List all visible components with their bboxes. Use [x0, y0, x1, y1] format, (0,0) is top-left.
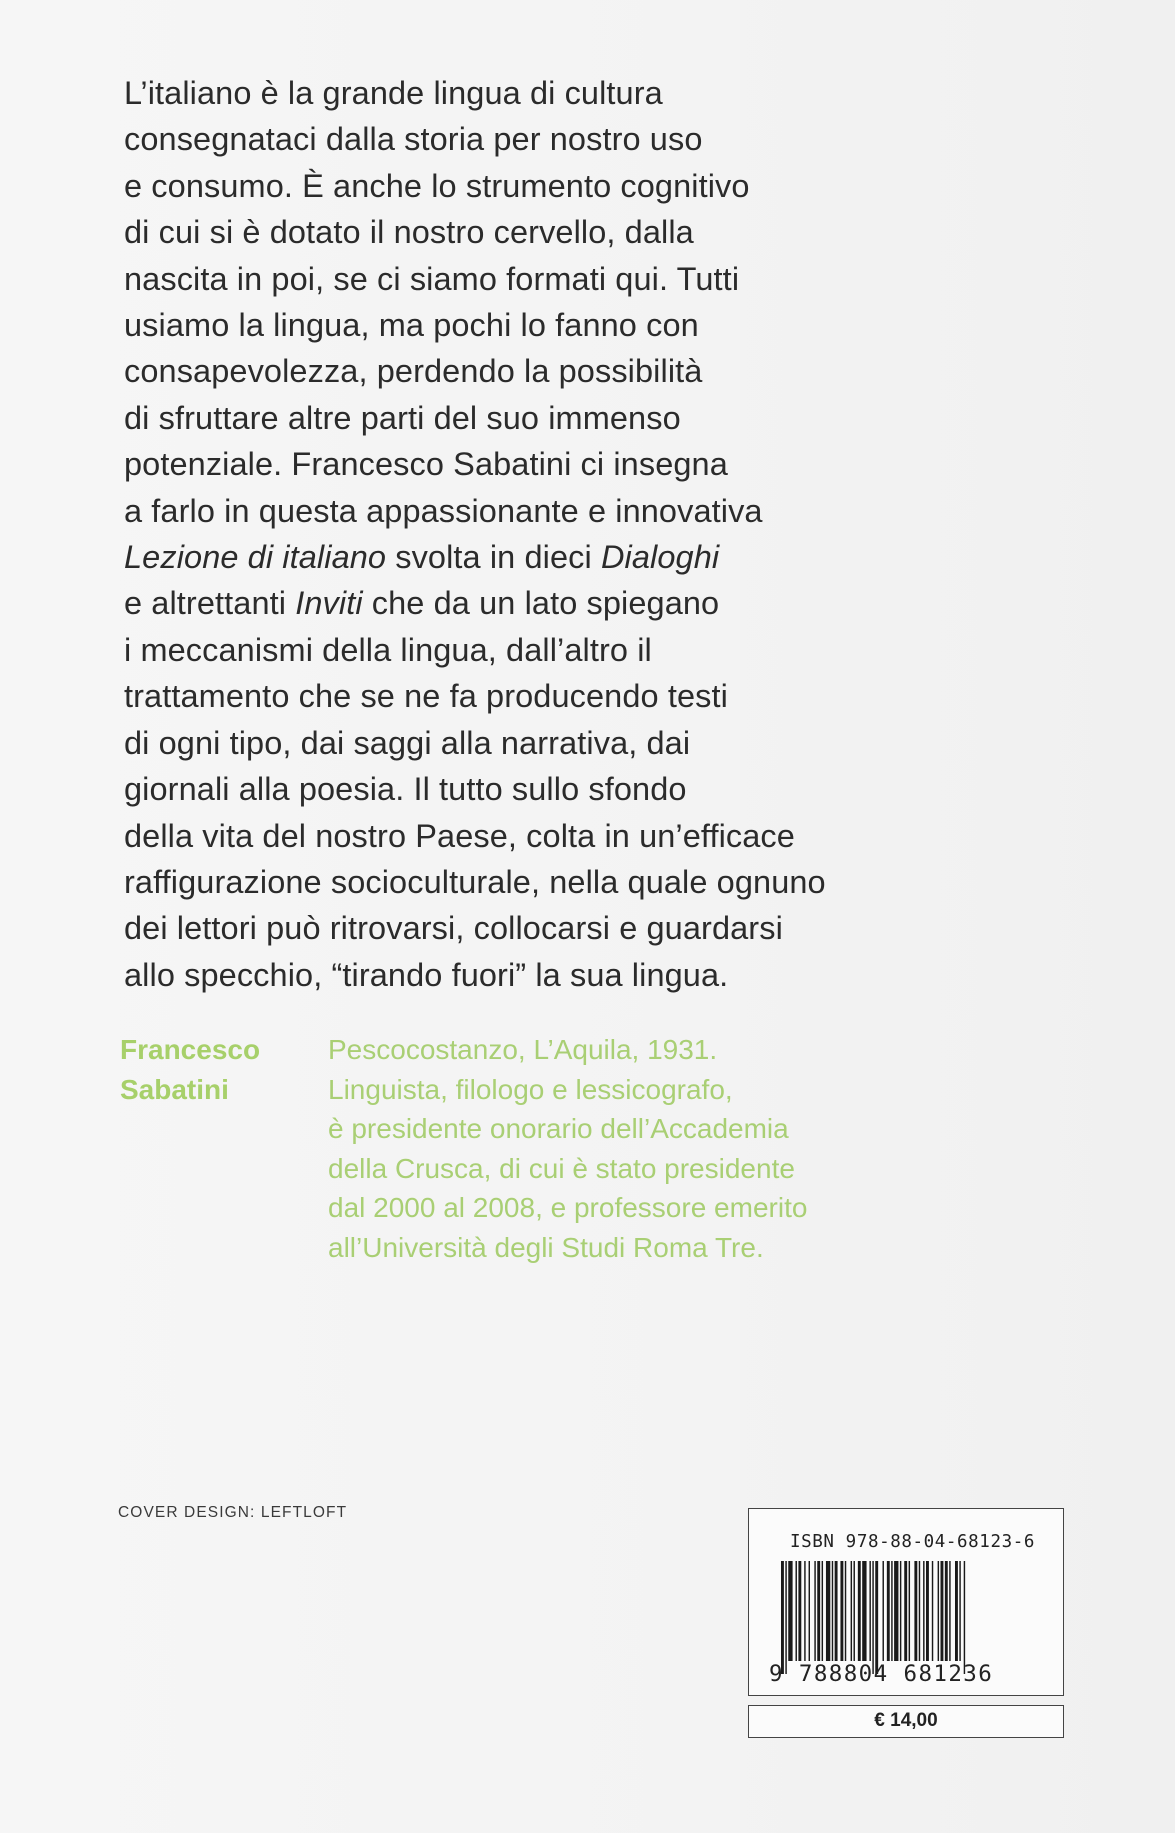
blurb-line: consapevolezza, perdendo la possibilità [124, 353, 703, 390]
author-bio-line: è presidente onorario dell’Accademia [328, 1113, 789, 1144]
blurb-line: nascita in poi, se ci siamo formati qui. Tutti [124, 260, 740, 297]
blurb-line: di sfruttare altre parti del suo immenso [124, 399, 681, 436]
blurb-text: e altrettanti [124, 585, 296, 622]
blurb-line: e consumo. È anche lo strumento cognitivo [124, 167, 750, 204]
barcode-digits: 9 788804 681236 [769, 1661, 994, 1687]
blurb-line: raffigurazione socioculturale, nella quale ognuno [124, 863, 826, 900]
author-bio-line: Pescocostanzo, L’Aquila, 1931. [328, 1034, 718, 1065]
barcode-graphic [781, 1561, 1033, 1674]
blurb-line [124, 580, 924, 626]
isbn-number: ISBN 978-88-04-68123-6 [790, 1532, 1035, 1552]
book-blurb [124, 70, 924, 998]
blurb-line: potenziale. Francesco Sabatini ci insegna [124, 446, 728, 483]
author-bio-line: dal 2000 al 2008, e professore emerito [328, 1192, 808, 1223]
blurb-line: di cui si è dotato il nostro cervello, dalla [124, 214, 694, 251]
author-bio-line: Linguista, filologo e lessicografo, [328, 1073, 733, 1105]
cover-design-credit: COVER DESIGN: LEFTLOFT [118, 1504, 348, 1521]
author-name [120, 1030, 320, 1109]
author-name-line: Francesco [120, 1034, 261, 1065]
blurb-line: trattamento che se ne fa producendo testi [124, 678, 728, 715]
blurb-text: svolta in dieci [386, 539, 601, 576]
blurb-line: allo specchio, “tirando fuori” la sua lingua. [124, 956, 729, 993]
blurb-line: della vita del nostro Paese, colta in un’efficace [124, 817, 795, 854]
blurb-line: di ogni tipo, dai saggi alla narrativa, dai [124, 724, 691, 761]
blurb-text: che da un lato spiegano [362, 585, 720, 622]
italic-title: Dialoghi [600, 539, 720, 576]
isbn-barcode-box [748, 1508, 1064, 1696]
blurb-line: giornali alla poesia. Il tutto sullo sfondo [124, 771, 687, 808]
price-label: € 14,00 [748, 1705, 1064, 1738]
author-bio-line: della Crusca, di cui è stato presidente [328, 1152, 795, 1184]
blurb-line: i meccanismi della lingua, dall’altro il [124, 631, 652, 668]
italic-title: Inviti [295, 585, 363, 622]
blurb-line: dei lettori può ritrovarsi, collocarsi e guardarsi [124, 910, 783, 947]
blurb-line: consegnataci dalla storia per nostro uso [124, 121, 703, 158]
blurb-line: L’italiano è la grande lingua di cultura [124, 75, 663, 111]
author-name-line: Sabatini [120, 1073, 229, 1105]
author-bio [328, 1030, 968, 1267]
italic-title: Lezione di italiano [124, 539, 387, 576]
blurb-line: a farlo in questa appassionante e innovativa [124, 492, 763, 529]
blurb-line: usiamo la lingua, ma pochi lo fanno con [124, 307, 699, 344]
author-bio-line: all’Università degli Studi Roma Tre. [328, 1231, 764, 1263]
blurb-line [124, 534, 924, 580]
